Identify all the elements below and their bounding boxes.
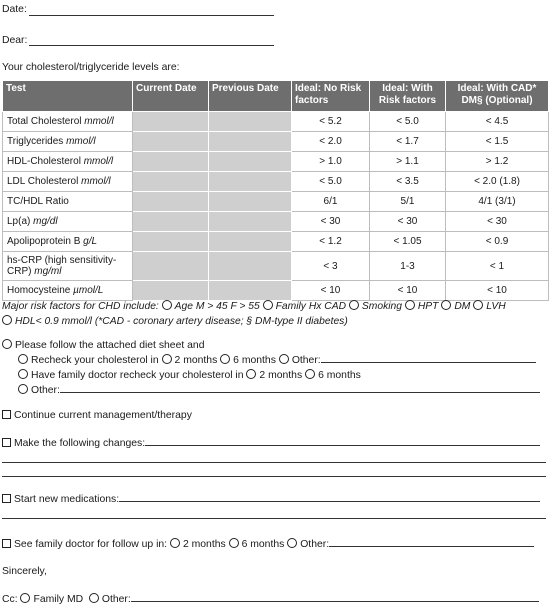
risk-age: Age M > 45 F > 55 [174, 301, 260, 312]
ideal-no-risk-value: < 2.0 [292, 132, 370, 152]
ideal-no-risk-value: < 5.0 [292, 172, 370, 192]
ideal-with-risk-value: < 10 [370, 281, 446, 301]
diet-radio-icon[interactable] [2, 339, 12, 349]
followup-other-line[interactable] [329, 546, 534, 547]
col-previous-date: Previous Date [209, 81, 292, 112]
dear-line[interactable] [29, 45, 274, 46]
current-date-cell[interactable] [133, 232, 209, 252]
ideal-cad-value: 4/1 (3/1) [446, 192, 549, 212]
previous-date-cell[interactable] [209, 132, 292, 152]
changes-line-2[interactable] [2, 462, 546, 463]
test-name-text: Apolipoprotein B [7, 236, 81, 247]
test-name-text: Total Cholesterol [7, 116, 82, 127]
changes-text: Make the following changes: [14, 438, 146, 449]
new-meds-line-2[interactable] [2, 518, 546, 519]
cc-family-md: Family MD [33, 594, 84, 605]
ideal-with-risk-value: < 1.7 [370, 132, 446, 152]
current-date-cell[interactable] [133, 281, 209, 301]
followup-2m-radio-icon[interactable] [170, 538, 180, 548]
date-label: Date: [2, 4, 27, 15]
test-name-text: HDL-Cholesterol [7, 156, 81, 167]
ideal-with-risk-value: < 30 [370, 212, 446, 232]
family-recheck-2m-radio-icon[interactable] [246, 369, 256, 379]
test-unit: mg/ml [34, 266, 62, 277]
ideal-with-risk-value: < 3.5 [370, 172, 446, 192]
ideal-with-risk-value: < 1.05 [370, 232, 446, 252]
continue-text: Continue current management/therapy [14, 410, 192, 421]
new-meds-text: Start new medications: [14, 494, 120, 505]
table-row [3, 112, 549, 132]
other-option [18, 384, 540, 396]
cc-other-line[interactable] [131, 601, 539, 602]
lvh-checkbox-icon[interactable] [473, 300, 483, 310]
test-name [3, 132, 133, 152]
risk-smoking: Smoking [361, 301, 402, 312]
date-line[interactable] [29, 15, 274, 16]
current-date-cell[interactable] [133, 152, 209, 172]
family-recheck-2m: 2 months [259, 370, 303, 381]
changes-line-1[interactable] [145, 445, 540, 446]
followup-6m: 6 months [241, 539, 285, 550]
risk-dm: DM [454, 301, 471, 312]
test-unit: mg/dl [33, 216, 58, 227]
table-row [3, 192, 549, 212]
previous-date-cell[interactable] [209, 212, 292, 232]
dear-label: Dear: [2, 35, 28, 46]
table-row [3, 212, 549, 232]
recheck-text: Recheck your cholesterol in [31, 355, 159, 366]
test-name-text: TC/HDL Ratio [7, 196, 69, 207]
test-name-text: Homocysteine [7, 285, 71, 296]
cc-other: Other: [101, 594, 131, 605]
ideal-cad-value: < 30 [446, 212, 549, 232]
ideal-cad-value: < 4.5 [446, 112, 549, 132]
current-date-cell[interactable] [133, 212, 209, 232]
family-hx-checkbox-icon[interactable] [263, 300, 273, 310]
col-ideal-cad: Ideal: With CAD* DM§ (Optional) [446, 81, 549, 112]
intro-text: Your cholesterol/triglyceride levels are: [2, 62, 180, 73]
recheck-other-line[interactable] [321, 362, 536, 363]
continue-option [2, 410, 192, 421]
risk-hdl: HDL< 0.9 mmol/l (*CAD - coronary artery disease; § DM-type II diabetes) [15, 316, 348, 327]
hpt-checkbox-icon[interactable] [405, 300, 415, 310]
current-date-cell[interactable] [133, 132, 209, 152]
recheck-2m-radio-icon[interactable] [162, 354, 172, 364]
ideal-no-risk-value: < 30 [292, 212, 370, 232]
test-unit: g/L [83, 236, 98, 247]
test-name-text: Triglycerides [7, 136, 64, 147]
followup-other-radio-icon[interactable] [287, 538, 297, 548]
ideal-no-risk-value: 6/1 [292, 192, 370, 212]
previous-date-cell[interactable] [209, 192, 292, 212]
previous-date-cell[interactable] [209, 252, 292, 281]
risk-lead: Major risk factors for CHD include: [2, 301, 159, 312]
other-line[interactable] [60, 392, 540, 393]
cc-family-md-radio-icon[interactable] [20, 593, 30, 603]
family-recheck-option [18, 369, 361, 381]
age-checkbox-icon[interactable] [162, 300, 172, 310]
recheck-6m: 6 months [233, 355, 276, 366]
diet-option [2, 339, 204, 351]
other-radio-icon[interactable] [18, 384, 28, 394]
table-body [3, 112, 549, 301]
ideal-with-risk-value: < 5.0 [370, 112, 446, 132]
ideal-no-risk-value: < 5.2 [292, 112, 370, 132]
followup-checkbox-icon[interactable] [2, 539, 11, 548]
ideal-cad-value: > 1.2 [446, 152, 549, 172]
followup-2m: 2 months [182, 539, 226, 550]
risk-hpt: HPT [417, 301, 439, 312]
test-unit: mmol/l [66, 136, 96, 147]
ideal-cad-value: < 1 [446, 252, 549, 281]
current-date-cell[interactable] [133, 172, 209, 192]
family-recheck-text: Have family doctor recheck your cholesterol in [31, 370, 244, 381]
ideal-cad-value: < 1.5 [446, 132, 549, 152]
followup-text: See family doctor for follow up in: [14, 539, 168, 550]
cholesterol-table [2, 80, 549, 301]
hdl-checkbox-icon[interactable] [2, 315, 12, 325]
test-name [3, 281, 133, 301]
new-meds-option [2, 494, 540, 505]
test-unit: µmol/L [73, 285, 104, 296]
previous-date-cell[interactable] [209, 172, 292, 192]
table-row [3, 152, 549, 172]
current-date-cell[interactable] [133, 252, 209, 281]
test-name [3, 172, 133, 192]
previous-date-cell[interactable] [209, 112, 292, 132]
test-name [3, 192, 133, 212]
previous-date-cell[interactable] [209, 281, 292, 301]
ideal-with-risk-value: > 1.1 [370, 152, 446, 172]
continue-checkbox-icon[interactable] [2, 410, 11, 419]
current-date-cell[interactable] [133, 112, 209, 132]
col-test: Test [3, 81, 133, 112]
recheck-6m-radio-icon[interactable] [220, 354, 230, 364]
family-recheck-6m-radio-icon[interactable] [305, 369, 315, 379]
test-name [3, 252, 133, 281]
ideal-cad-value: < 10 [446, 281, 549, 301]
table-row [3, 172, 549, 192]
col-ideal-with-risk: Ideal: With Risk factors [370, 81, 446, 112]
recheck-other-radio-icon[interactable] [279, 354, 289, 364]
followup-other: Other: [300, 539, 330, 550]
family-recheck-6m: 6 months [318, 370, 361, 381]
test-name-text: LDL Cholesterol [7, 176, 79, 187]
ideal-no-risk-value: > 1.0 [292, 152, 370, 172]
sincerely-text: Sincerely, [2, 566, 47, 577]
table-row [3, 252, 549, 281]
test-name [3, 112, 133, 132]
recheck-2m: 2 months [174, 355, 218, 366]
followup-option [2, 538, 534, 550]
previous-date-cell[interactable] [209, 152, 292, 172]
risk-family: Family Hx CAD [275, 301, 347, 312]
new-meds-line-1[interactable] [119, 501, 540, 502]
table-header-row [3, 81, 549, 112]
test-unit: mmol/l [83, 156, 114, 167]
changes-checkbox-icon[interactable] [2, 438, 11, 447]
ideal-cad-value: < 0.9 [446, 232, 549, 252]
col-ideal-no-risk: Ideal: No Risk factors [292, 81, 370, 112]
recheck-other: Other: [291, 355, 321, 366]
test-unit: mmol/l [81, 176, 111, 187]
other-text: Other: [31, 385, 60, 396]
ideal-no-risk-value: < 3 [292, 252, 370, 281]
ideal-cad-value: < 2.0 (1.8) [446, 172, 549, 192]
ideal-with-risk-value: 5/1 [370, 192, 446, 212]
test-name-text: Lp(a) [7, 216, 31, 227]
table-row [3, 232, 549, 252]
table-row [3, 132, 549, 152]
recheck-radio-icon[interactable] [18, 354, 28, 364]
risk-factors-note [2, 299, 542, 329]
recheck-option [18, 354, 536, 366]
risk-lvh: LVH [486, 301, 506, 312]
test-name [3, 232, 133, 252]
previous-date-cell[interactable] [209, 232, 292, 252]
table-row [3, 281, 549, 301]
test-name [3, 212, 133, 232]
ideal-no-risk-value: < 1.2 [292, 232, 370, 252]
changes-line-3[interactable] [2, 476, 546, 477]
changes-option [2, 438, 540, 449]
followup-6m-radio-icon[interactable] [229, 538, 239, 548]
cc-other-radio-icon[interactable] [89, 593, 99, 603]
current-date-cell[interactable] [133, 192, 209, 212]
dm-checkbox-icon[interactable] [441, 300, 451, 310]
smoking-checkbox-icon[interactable] [349, 300, 359, 310]
test-name [3, 152, 133, 172]
new-meds-checkbox-icon[interactable] [2, 494, 11, 503]
ideal-no-risk-value: < 10 [292, 281, 370, 301]
col-current-date: Current Date [133, 81, 209, 112]
cc-option [2, 593, 539, 605]
test-name-text: hs-CRP (high sensitivity-CRP) [7, 255, 117, 277]
diet-text: Please follow the attached diet sheet and [15, 340, 205, 351]
cc-label: Cc: [2, 594, 18, 605]
test-unit: mmol/l [84, 116, 114, 127]
family-recheck-radio-icon[interactable] [18, 369, 28, 379]
ideal-with-risk-value: 1-3 [370, 252, 446, 281]
